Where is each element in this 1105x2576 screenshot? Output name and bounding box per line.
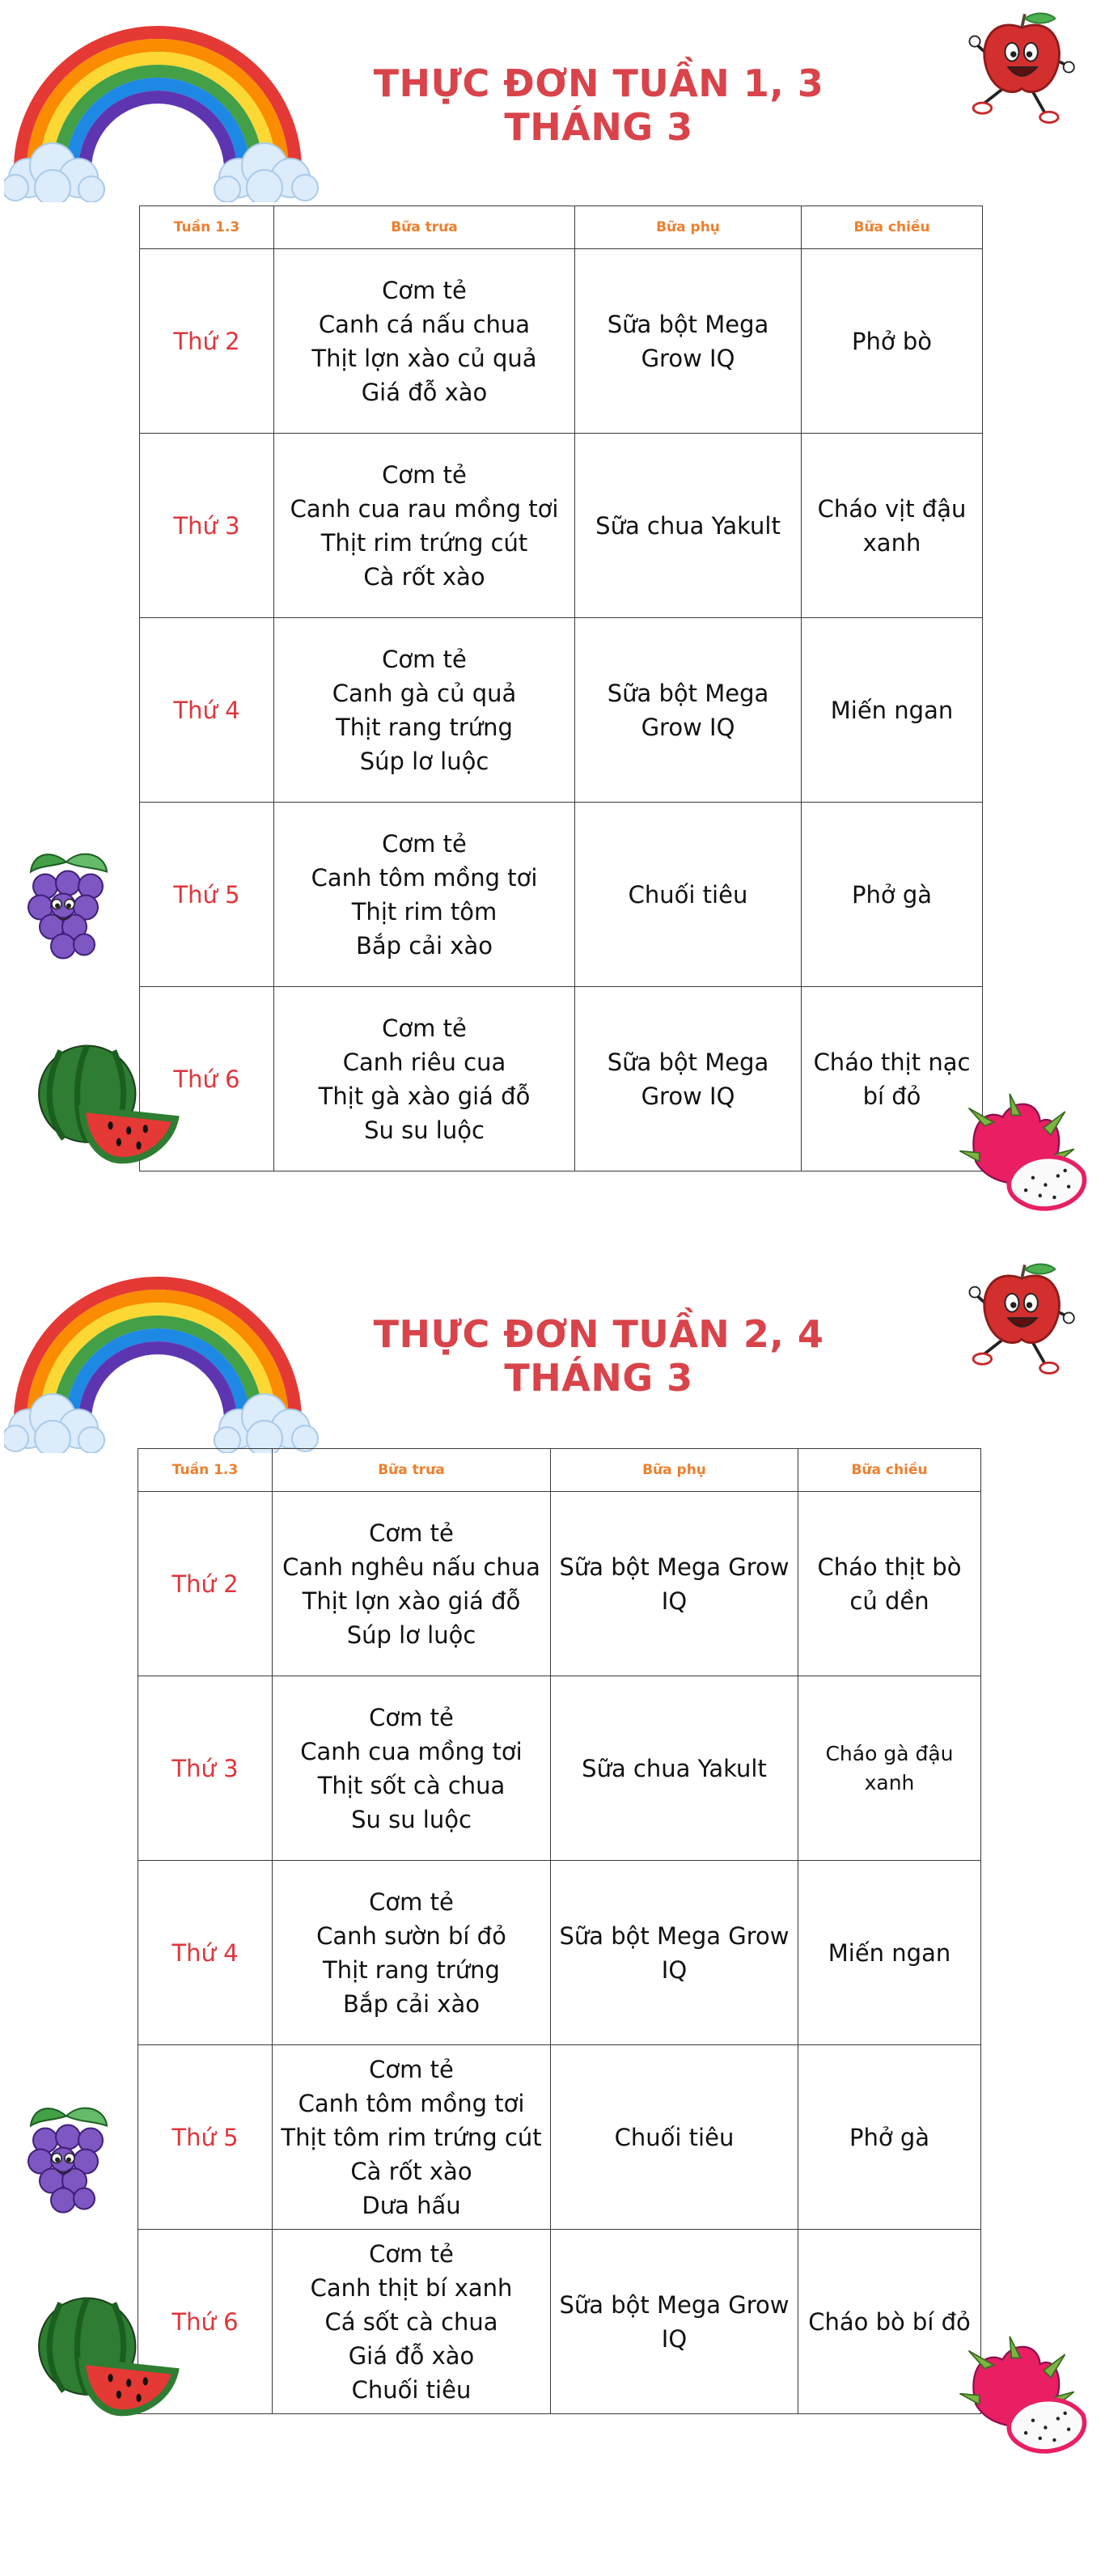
lunch-cell (274, 987, 575, 1171)
snack-cell: Sữa bột Mega Grow IQ (575, 987, 802, 1171)
dish: Cơm tẻ (382, 276, 467, 304)
afternoon-cell: Cháo bò bí đỏ (798, 2230, 981, 2414)
lunch-cell (274, 803, 575, 987)
dish: Canh sườn bí đỏ (316, 1921, 506, 1950)
dish: Cá sốt cà chua (324, 2307, 498, 2336)
dish: Cơm tẻ (369, 2239, 454, 2268)
lunch-cell (274, 249, 575, 434)
snack-cell: Sữa bột Mega Grow IQ (575, 249, 802, 434)
dragon-fruit-icon (956, 2327, 1094, 2476)
dish: Cơm tẻ (369, 1519, 454, 1547)
header-afternoon: Bữa chiều (798, 1449, 981, 1492)
dish: Bắp cải xào (343, 1989, 480, 2018)
snack-cell: Chuối tiêu (575, 803, 802, 987)
snack-cell: Sữa bột Mega Grow IQ (575, 618, 802, 803)
grapes-mascot-icon (16, 2095, 121, 2225)
afternoon-cell: Cháo thịt bò củ dền (798, 1492, 981, 1676)
day-cell: Thứ 5 (138, 2045, 273, 2230)
apple-mascot-icon (963, 1257, 1084, 1379)
dish: Cà rốt xào (350, 2157, 472, 2185)
dish: Thịt rang trứng (323, 1955, 500, 1984)
menu-table (139, 205, 983, 1171)
dish: Cơm tẻ (369, 1703, 454, 1731)
grapes-mascot-icon (16, 841, 121, 971)
page-title: THỰC ĐƠN TUẦN 2, 4 THÁNG 3 (373, 1312, 824, 1400)
page-title: THỰC ĐƠN TUẦN 1, 3 THÁNG 3 (373, 61, 824, 149)
dish: Canh cá nấu chua (318, 310, 531, 338)
dish: Canh gà củ quả (332, 679, 517, 707)
apple-mascot-icon (963, 6, 1084, 128)
dish: Cơm tẻ (382, 829, 467, 858)
dish: Canh cua mồng tơi (300, 1737, 523, 1765)
day-cell: Thứ 4 (138, 1861, 273, 2045)
lunch-cell (273, 2045, 551, 2230)
table-header-row (138, 1449, 981, 1492)
table-row (138, 2045, 981, 2230)
dish: Su su luộc (364, 1116, 485, 1144)
day-cell: Thứ 2 (138, 1492, 273, 1676)
dish: Canh nghêu nấu chua (282, 1553, 540, 1581)
table-row (140, 618, 983, 803)
afternoon-cell: Phở gà (802, 803, 983, 987)
menu-section-week-1-3 (0, 0, 1105, 1214)
table-row (138, 1492, 981, 1676)
dish: Canh riêu cua (342, 1048, 506, 1076)
lunch-cell (273, 1676, 551, 1861)
snack-cell: Sữa chua Yakult (575, 434, 802, 618)
dish: Thịt lợn xào giá đỗ (302, 1587, 521, 1615)
header-lunch: Bữa trưa (273, 1449, 551, 1492)
afternoon-cell: Phở bò (802, 249, 983, 434)
dish: Thịt lợn xào củ quả (311, 344, 537, 372)
table-row (140, 434, 983, 618)
table-row (138, 2230, 981, 2414)
day-cell: Thứ 3 (138, 1676, 273, 1861)
day-cell: Thứ 3 (140, 434, 274, 618)
header-week: Tuần 1.3 (138, 1449, 273, 1492)
dish: Canh cua rau mồng tơi (290, 494, 559, 523)
rainbow-icon (4, 16, 328, 202)
snack-cell: Chuối tiêu (551, 2045, 798, 2230)
day-cell: Thứ 6 (138, 2230, 273, 2414)
lunch-cell (273, 1492, 551, 1676)
dish: Canh thịt bí xanh (310, 2273, 513, 2302)
dish: Chuối tiêu (351, 2375, 472, 2404)
snack-cell: Sữa bột Mega Grow IQ (551, 1861, 798, 2045)
table-row (140, 803, 983, 987)
afternoon-cell: Miến ngan (798, 1861, 981, 2045)
dish: Thịt sốt cà chua (317, 1771, 506, 1799)
lunch-cell (274, 434, 575, 618)
dish: Su su luộc (351, 1805, 472, 1833)
dish: Súp lơ luộc (346, 1621, 476, 1649)
snack-cell: Sữa bột Mega Grow IQ (551, 1492, 798, 1676)
day-cell: Thứ 2 (140, 249, 274, 434)
header-week: Tuần 1.3 (140, 206, 274, 249)
menu-section-week-2-4 (0, 1251, 1105, 2576)
table-row (140, 249, 983, 434)
dish: Bắp cải xào (356, 931, 493, 960)
dish: Cơm tẻ (382, 645, 467, 673)
dish: Canh tôm mồng tơi (298, 2089, 525, 2117)
dish: Thịt tôm rim trứng cút (281, 2123, 542, 2151)
header-snack: Bữa phụ (551, 1449, 798, 1492)
dragon-fruit-icon (956, 1084, 1094, 1234)
day-cell: Thứ 6 (140, 987, 274, 1171)
rainbow-icon (4, 1267, 328, 1453)
dish: Súp lơ luộc (359, 747, 489, 775)
dish: Cơm tẻ (369, 1888, 454, 1916)
header-afternoon: Bữa chiều (802, 206, 983, 249)
day-cell: Thứ 4 (140, 618, 274, 803)
header-lunch: Bữa trưa (274, 206, 575, 249)
lunch-cell (273, 1861, 551, 2045)
watermelon-icon (36, 1042, 181, 1167)
snack-cell: Sữa chua Yakult (551, 1676, 798, 1861)
afternoon-cell: Cháo vịt đậu xanh (802, 434, 983, 618)
snack-cell: Sữa bột Mega Grow IQ (551, 2230, 798, 2414)
dish: Cơm tẻ (382, 1014, 467, 1042)
table-row (140, 987, 983, 1171)
dish: Cà rốt xào (363, 562, 485, 591)
dish: Cơm tẻ (369, 2055, 454, 2083)
lunch-cell (274, 618, 575, 803)
afternoon-cell: Phở gà (798, 2045, 981, 2230)
menu-table (138, 1448, 981, 2414)
table-header-row (140, 206, 983, 249)
dish: Giá đỗ xào (361, 378, 488, 406)
header-snack: Bữa phụ (575, 206, 802, 249)
table-row (138, 1676, 981, 1861)
table-row (138, 1861, 981, 2045)
watermelon-icon (36, 2294, 181, 2420)
afternoon-cell: Miến ngan (802, 618, 983, 803)
day-cell: Thứ 5 (140, 803, 274, 987)
afternoon-cell: Cháo gà đậu xanh (798, 1676, 981, 1861)
dish: Canh tôm mồng tơi (311, 863, 538, 892)
dish: Thịt gà xào giá đỗ (318, 1082, 531, 1110)
dish: Thịt rang trứng (336, 713, 513, 741)
lunch-cell (273, 2230, 551, 2414)
dish: Cơm tẻ (382, 460, 467, 489)
dish: Giá đỗ xào (348, 2341, 475, 2370)
dish: Thịt rim trứng cút (320, 528, 528, 557)
dish: Thịt rim tôm (351, 897, 497, 926)
afternoon-cell: Cháo thịt nạc bí đỏ (802, 987, 983, 1171)
dish: Dưa hấu (362, 2191, 461, 2219)
